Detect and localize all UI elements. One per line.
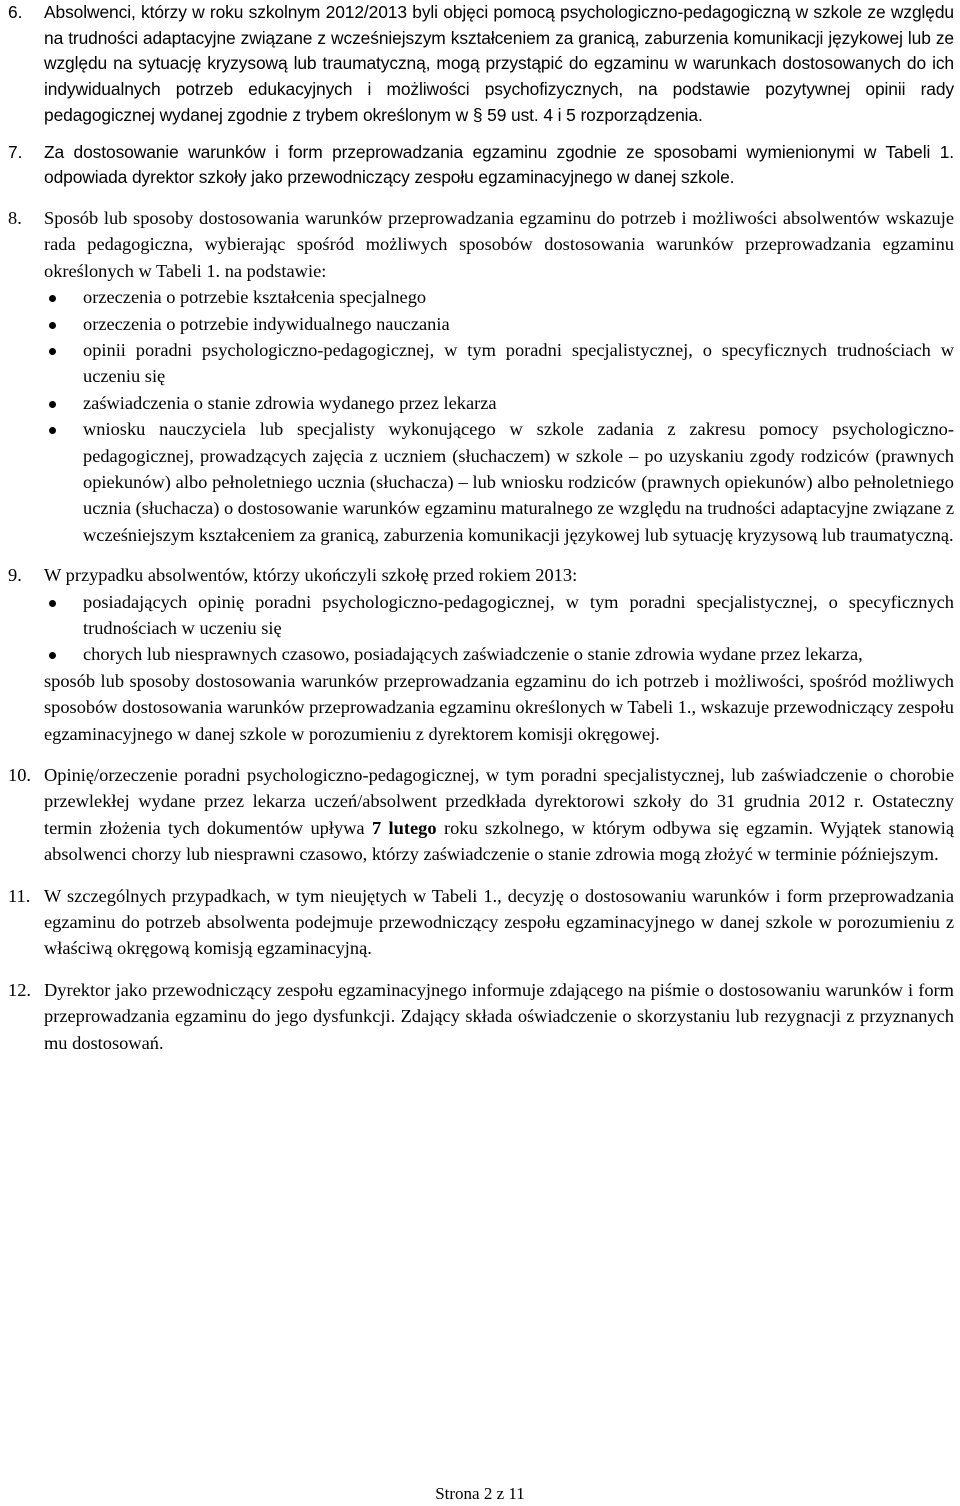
bullet-icon — [49, 652, 56, 659]
paragraph-text: Absolwenci, którzy w roku szkolnym 2012/2013 byli objęci pomocą psychologiczno-pedagogiczną w szkole ze względu na trudności adaptacyjne związane z wcześniejszym kształceniem za granicą, zaburzenia komunikacji językowej lub ze względu na sytuację kryzysową lub traumatyczną, mogą przystąpić do egzaminu w warunkach dostosowanych do ich indywidualnych potrzeb edukacyjnych i możliwości psychofizycznych, na podstawie pozytywnej opinii rady pedagogicznej wydanej zgodnie z trybem określonym w § 59 ust. 4 i 5 rozporządzenia. — [44, 2, 954, 125]
paragraph-12 — [8, 977, 954, 1056]
list-item: zaświadczenia o stanie zdrowia wydanego przez lekarza — [44, 390, 954, 416]
document-page — [8, 0, 954, 1056]
bullet-list — [44, 284, 954, 548]
paragraph-number: 7. — [8, 141, 23, 162]
list-item: wniosku nauczyciela lub specjalisty wykonującego w szkole zadania z zakresu pomocy psychologiczno-pedagogicznej, prowadzących zajęcia z uczniem (słuchaczem) w szkole – po uzyskaniu zgody rodziców (prawnych opiekunów) albo pełnoletniego ucznia (słuchacza) – lub wniosku rodziców (prawnych opiekunów) albo pełnoletniego ucznia (słuchacza) o dostosowanie warunków egzaminu maturalnego ze względu na trudności adaptacyjne związane z wcześniejszym kształceniem za granicą, zaburzenia komunikacji językowej lub sytuację kryzysową lub traumatyczną. — [44, 416, 954, 548]
paragraph-text-cont: roku szkolnego, w którym odbywa się egzamin. Wyjątek stanowią absolwenci chorzy lub niesprawni czasowo, którzy zaświadczenie o stanie zdrowia mogą złożyć w terminie późniejszym. — [44, 817, 955, 865]
paragraph-text: Opinię/orzeczenie poradni psychologiczno-pedagogicznej, w tym poradni specjalistycznej, lub zaświadczenie o chorobie przewlekłej wydane przez lekarza uczeń/absolwent przedkłada dyrektorowi szkoły do 31 grudnia 2012 r. Ostateczny termin złożenia tych dokumentów upływa — [44, 765, 954, 838]
bullet-list — [44, 589, 954, 668]
bullet-icon — [49, 427, 56, 434]
deadline-date: 7 lutego — [371, 817, 437, 838]
paragraph-8 — [8, 205, 954, 548]
list-item: chorych lub niesprawnych czasowo, posiadających zaświadczenie o stanie zdrowia wydane przez lekarza, — [44, 641, 954, 667]
paragraph-number: 10. — [8, 765, 31, 786]
paragraph-number: 11. — [8, 885, 31, 906]
paragraph-10 — [8, 762, 954, 868]
bullet-icon — [49, 600, 56, 607]
bullet-icon — [49, 295, 56, 302]
paragraph-text: Sposób lub sposoby dostosowania warunków przeprowadzania egzaminu do potrzeb i możliwości absolwentów wskazuje rada pedagogiczna, wybierając spośród możliwych sposobów dostosowania warunków przeprowadzania egzaminu określonych w Tabeli 1. na podstawie: — [44, 207, 954, 281]
paragraph-11 — [8, 883, 954, 962]
paragraph-7 — [8, 140, 954, 191]
paragraph-number: 8. — [8, 207, 22, 228]
paragraph-number: 9. — [8, 565, 22, 586]
paragraph-text: W przypadku absolwentów, którzy ukończyli szkołę przed rokiem 2013: — [44, 565, 578, 586]
list-item: posiadających opinię poradni psychologiczno-pedagogicznej, w tym poradni specjalistycznej, o specyficznych trudnościach w uczeniu się — [44, 589, 954, 642]
bullet-icon — [49, 322, 56, 329]
list-item: opinii poradni psychologiczno-pedagogicznej, w tym poradni specjalistycznej, o specyficznych trudnościach w uczeniu się — [44, 337, 954, 390]
paragraph-number: 12. — [8, 979, 31, 1000]
paragraph-6 — [8, 0, 954, 129]
paragraph-text: W szczególnych przypadkach, w tym nieujętych w Tabeli 1., decyzję o dostosowaniu warunków i form przeprowadzania egzaminu do potrzeb absolwenta podejmuje przewodniczący zespołu egzaminacyjnego w danej szkole w porozumieniu z właściwą okręgową komisją egzaminacyjną. — [44, 885, 954, 959]
list-item: orzeczenia o potrzebie indywidualnego nauczania — [44, 311, 954, 337]
list-item: orzeczenia o potrzebie kształcenia specjalnego — [44, 284, 954, 310]
paragraph-number: 6. — [8, 2, 23, 22]
paragraph-text: Za dostosowanie warunków i form przeprowadzania egzaminu zgodnie ze sposobami wymienionymi w Tabeli 1. odpowiada dyrektor szkoły jako przewodniczący zespołu egzaminacyjnego w danej szkole. — [44, 141, 954, 188]
paragraph-9 — [8, 562, 954, 747]
bullet-icon — [49, 348, 56, 355]
paragraph-tail: sposób lub sposoby dostosowania warunków przeprowadzania egzaminu do ich potrzeb i możliwości, spośród możliwych sposobów dostosowania warunków przeprowadzania egzaminu określonych w Tabeli 1., wskazuje przewodniczący zespołu egzaminacyjnego w danej szkole w porozumieniu z dyrektorem komisji okręgowej. — [44, 670, 954, 744]
page-footer: Strona 2 z 11 — [435, 1484, 525, 1503]
paragraph-text: Dyrektor jako przewodniczący zespołu egzaminacyjnego informuje zdającego na piśmie o dostosowaniu warunków i form przeprowadzania egzaminu do jego dysfunkcji. Zdający składa oświadczenie o skorzystaniu lub rezygnacji z przyznanych mu dostosowań. — [44, 979, 954, 1053]
bullet-icon — [49, 401, 56, 408]
